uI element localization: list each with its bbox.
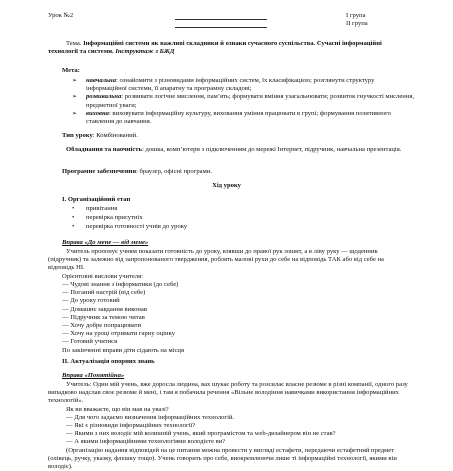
blank-line-2 (175, 27, 267, 28)
topic (48, 40, 412, 56)
list-item: Поганий настрій (від себе) (70, 289, 146, 297)
list-item: До уроку готовий (70, 297, 120, 305)
exercise2-body: Учитель: Один мій учень, вже доросла людина, вах шукає роботу та розсилає власне резюме в різні компанії, одного разу випадково надслав своє резюме й мені, і там я побачила речення «Вільне володіння навичками використання інформаційних технологій». Як ви вважаєте, що він мав на увазі? — Для чого задаємо визначення інформаційних технологій. — Які є різновиди інформаційних технології? — Якими з них володіє мій колишній учень, який програмістом та web-дизайнером він не став? — А якими інформаційними технологіями володієте ви? (Організацію надання відповідей на це питання можна провести у вигляді естафети, передаючи естафетний предмет (олівець, ручку, указку, флешку тощо). Учень говорить про себе, виокремлюючи лише ті інформаційні технології, якими він володіє). (48, 381, 408, 471)
section1-heading: I. Організаційний етап (62, 196, 131, 203)
group-2: II група (346, 20, 368, 27)
list-item: Хочу добре попрацювати (70, 322, 142, 330)
lesson-type: Тип уроку: Комбінований. (62, 132, 138, 139)
exercise1-outro: По закінченні вправи діти сідають на місця (62, 347, 184, 354)
topic-briefing: Інструктаж з БЖД (115, 48, 175, 56)
topic-label: Тема. (66, 40, 82, 47)
bullet-item: • перевірка присутніх (86, 214, 143, 222)
equipment: Обладнання та наочність: дошка, комп’ютери з підключенням до мережі Інтернет, підручник, навчальна презентація. (66, 146, 402, 153)
lesson-number: Урок №2 (48, 12, 74, 19)
exercise1-list: — Чудові знання з інформатики (до себе) — Поганий настрій (від себе) — До уроку готовий — Домашнє завдання виконав — Підручник за темою читав — Хочу добре попрацювати — Хочу на уроці отримати гарну оцінку — Готовий учитися (62, 281, 179, 346)
list-item: Хочу на уроці отримати гарну оцінку (70, 330, 175, 338)
software: Програмне забезпечення: браузер, офісні програми. (62, 168, 212, 175)
list-item: Домашнє завдання виконав (70, 305, 147, 313)
group-1: I група (346, 12, 366, 19)
topic-title: Інформаційні системи як важливі складники й ознаки сучасного суспільства. Сучасні інформаційні технології та системи. (48, 40, 382, 56)
list-item: Чудові знання з інформатики (до себе) (70, 281, 179, 288)
goals-heading: Мета: (62, 67, 80, 74)
goal-item: ➢ розвивальна: розвивати логічне мислення, пам’ять; формувати вміння узагальнювати; розвиток гнучкості мислення, предметної уваги; (86, 93, 414, 109)
goals-list (86, 77, 414, 126)
course-heading: Хід уроку (212, 182, 241, 189)
bullet-item: • привітання (86, 205, 117, 213)
exercise1-title: Вправа «До мене — від мене» (62, 239, 149, 246)
exercise1-list-intro: Орієнтовні вислови учителя: (62, 273, 144, 280)
blank-line-1 (175, 19, 267, 20)
bullet-item: • перевірка готовності учнів до уроку (86, 223, 187, 231)
section2-heading: II. Актуалізація опорних знань (62, 358, 155, 365)
exercise1-intro: Учитель пропонує учням показати готовність до уроку, взявши до правої рук зошит, а в ліву руку — щоденник (підручник) та залежно від запропонованого твердження, роблять малові рухи до себе на відповідь ТАК або від себе на відповідь НІ. (48, 248, 384, 272)
list-item: Готовий учитися (70, 338, 118, 346)
list-item: Підручник за темою читав (70, 313, 145, 321)
goal-item: ➢ навчальна: ознайомити з різновидами інформаційних систем, їх класифікацією; розглянути структуру інформаційної системи, її апаратну та програмну складові; (86, 77, 414, 93)
goal-item: ➢ виховна: виховувати інформаційну культуру, виховання уміння працювати в групі; формування позитивного ставлення до навчання. (86, 110, 414, 126)
exercise2-title: Вправа «Понятійна» (62, 372, 125, 379)
